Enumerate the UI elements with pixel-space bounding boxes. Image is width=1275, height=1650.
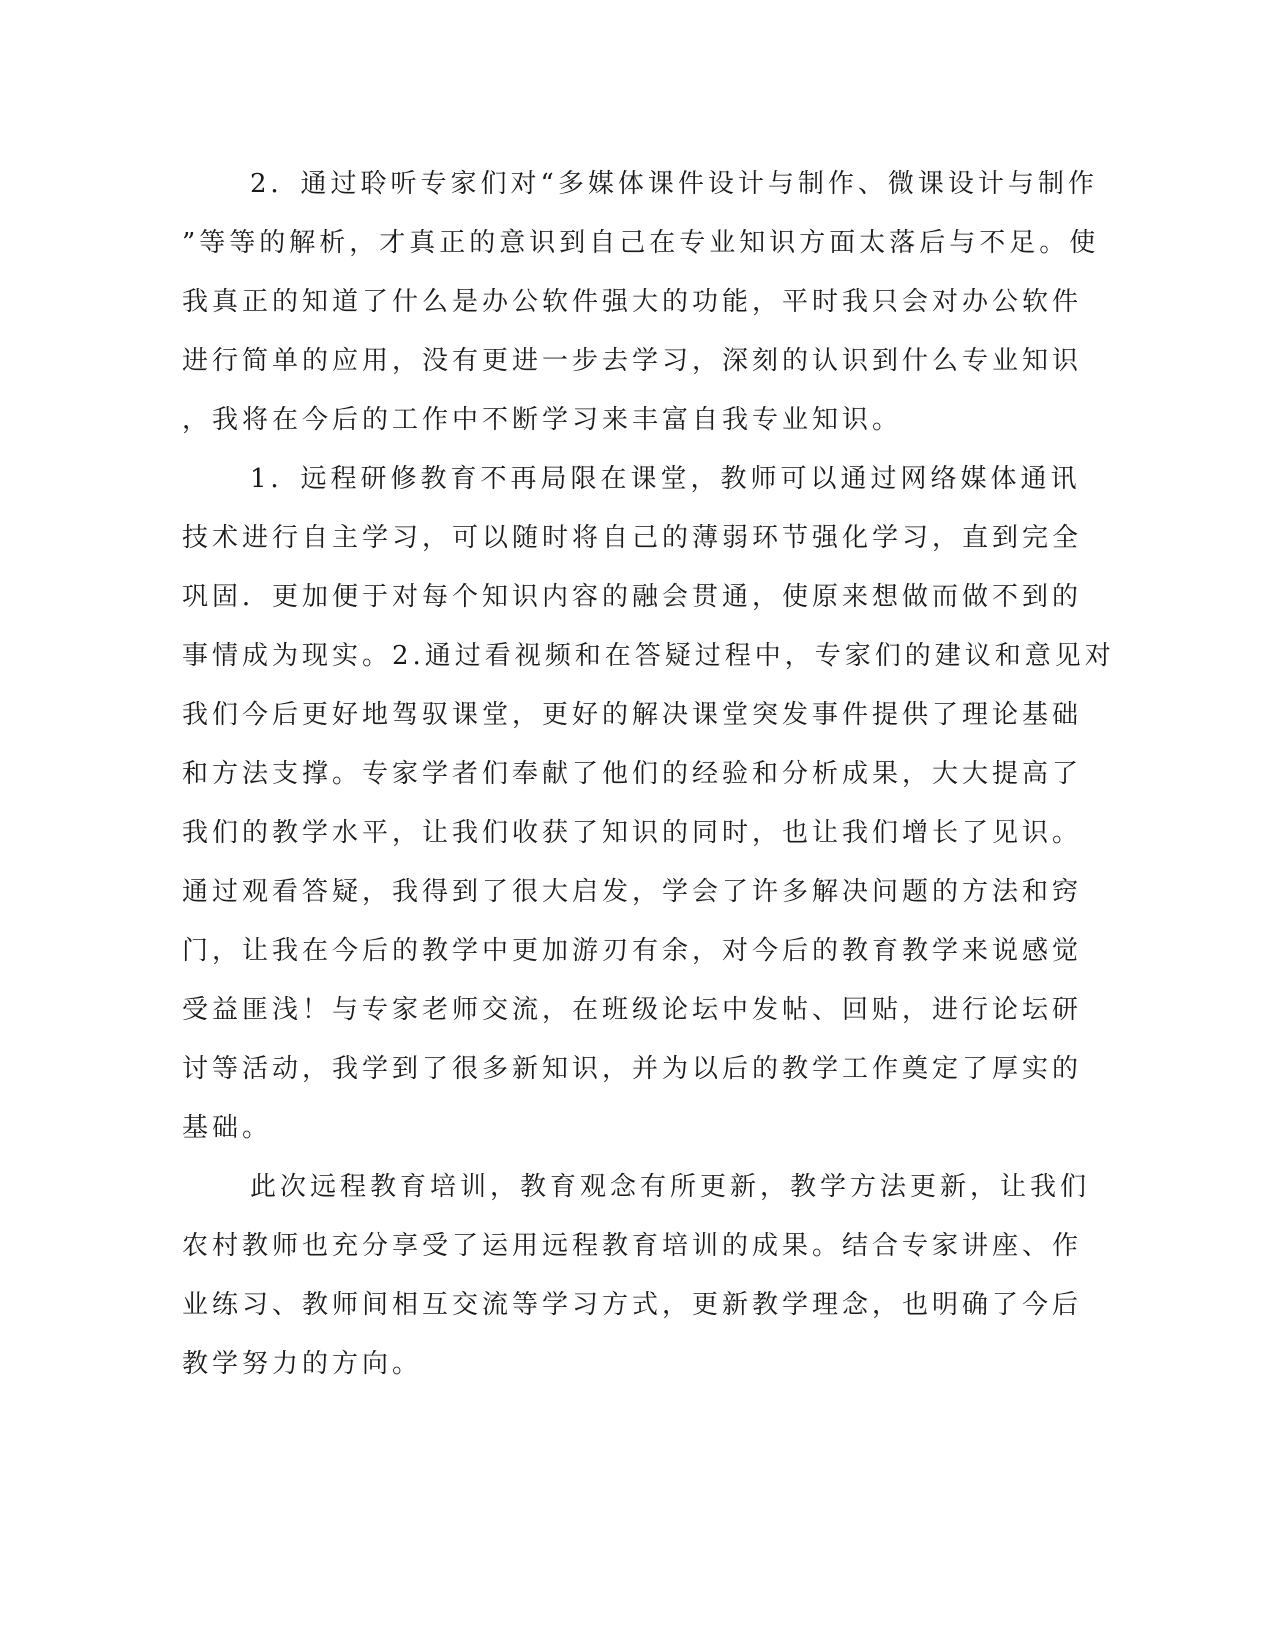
paragraph-line: 门，让我在今后的教学中更加游刃有余，对今后的教育教学来说感觉 — [182, 936, 1083, 966]
paragraph-line: 技术进行自主学习，可以随时将自己的薄弱环节强化学习，直到完全 — [182, 523, 1083, 553]
paragraph-3 — [182, 1158, 1091, 1394]
document-body — [182, 155, 1115, 1394]
paragraph-line: 巩固．更加便于对每个知识内容的融会贯通，使原来想做而做不到的 — [182, 582, 1083, 612]
paragraph-line: 讨等活动，我学到了很多新知识，并为以后的教学工作奠定了厚实的 — [182, 1054, 1083, 1084]
paragraph-line: 2．通过聆听专家们对“多媒体课件设计与制作、微课设计与制作 — [250, 169, 1098, 199]
paragraph-line: ”等等的解析，才真正的意识到自己在专业知识方面太落后与不足。使 — [182, 228, 1100, 258]
paragraph-line: 通过观看答疑，我得到了很大启发，学会了许多解决问题的方法和窍 — [182, 877, 1083, 907]
paragraph-1 — [182, 155, 1100, 450]
paragraph-2 — [182, 450, 1115, 1158]
paragraph-line: 我们今后更好地驾驭课堂，更好的解决课堂突发事件提供了理论基础 — [182, 700, 1083, 730]
paragraph-line: 此次远程教育培训，教育观念有所更新，教学方法更新，让我们 — [250, 1172, 1091, 1202]
paragraph-line: 基础。 — [182, 1113, 273, 1143]
paragraph-line: 进行简单的应用，没有更进一步去学习，深刻的认识到什么专业知识 — [182, 346, 1083, 376]
paragraph-line: 我们的教学水平，让我们收获了知识的同时，也让我们增长了见识。 — [182, 818, 1083, 848]
paragraph-line: 业练习、教师间相互交流等学习方式，更新教学理念，也明确了今后 — [182, 1290, 1083, 1320]
paragraph-line: 和方法支撑。专家学者们奉献了他们的经验和分析成果，大大提高了 — [182, 759, 1083, 789]
paragraph-line: 教学努力的方向。 — [182, 1349, 423, 1379]
paragraph-line: 受益匪浅！与专家老师交流，在班级论坛中发帖、回贴，进行论坛研 — [182, 995, 1083, 1025]
paragraph-line: 1．远程研修教育不再局限在课堂，教师可以通过网络媒体通讯 — [250, 464, 1081, 494]
paragraph-line: 我真正的知道了什么是办公软件强大的功能，平时我只会对办公软件 — [182, 287, 1083, 317]
paragraph-line: 事情成为现实。2.通过看视频和在答疑过程中，专家们的建议和意见对 — [182, 641, 1115, 671]
paragraph-line: ，我将在今后的工作中不断学习来丰富自我专业知识。 — [182, 405, 903, 435]
paragraph-line: 农村教师也充分享受了运用远程教育培训的成果。结合专家讲座、作 — [182, 1231, 1083, 1261]
